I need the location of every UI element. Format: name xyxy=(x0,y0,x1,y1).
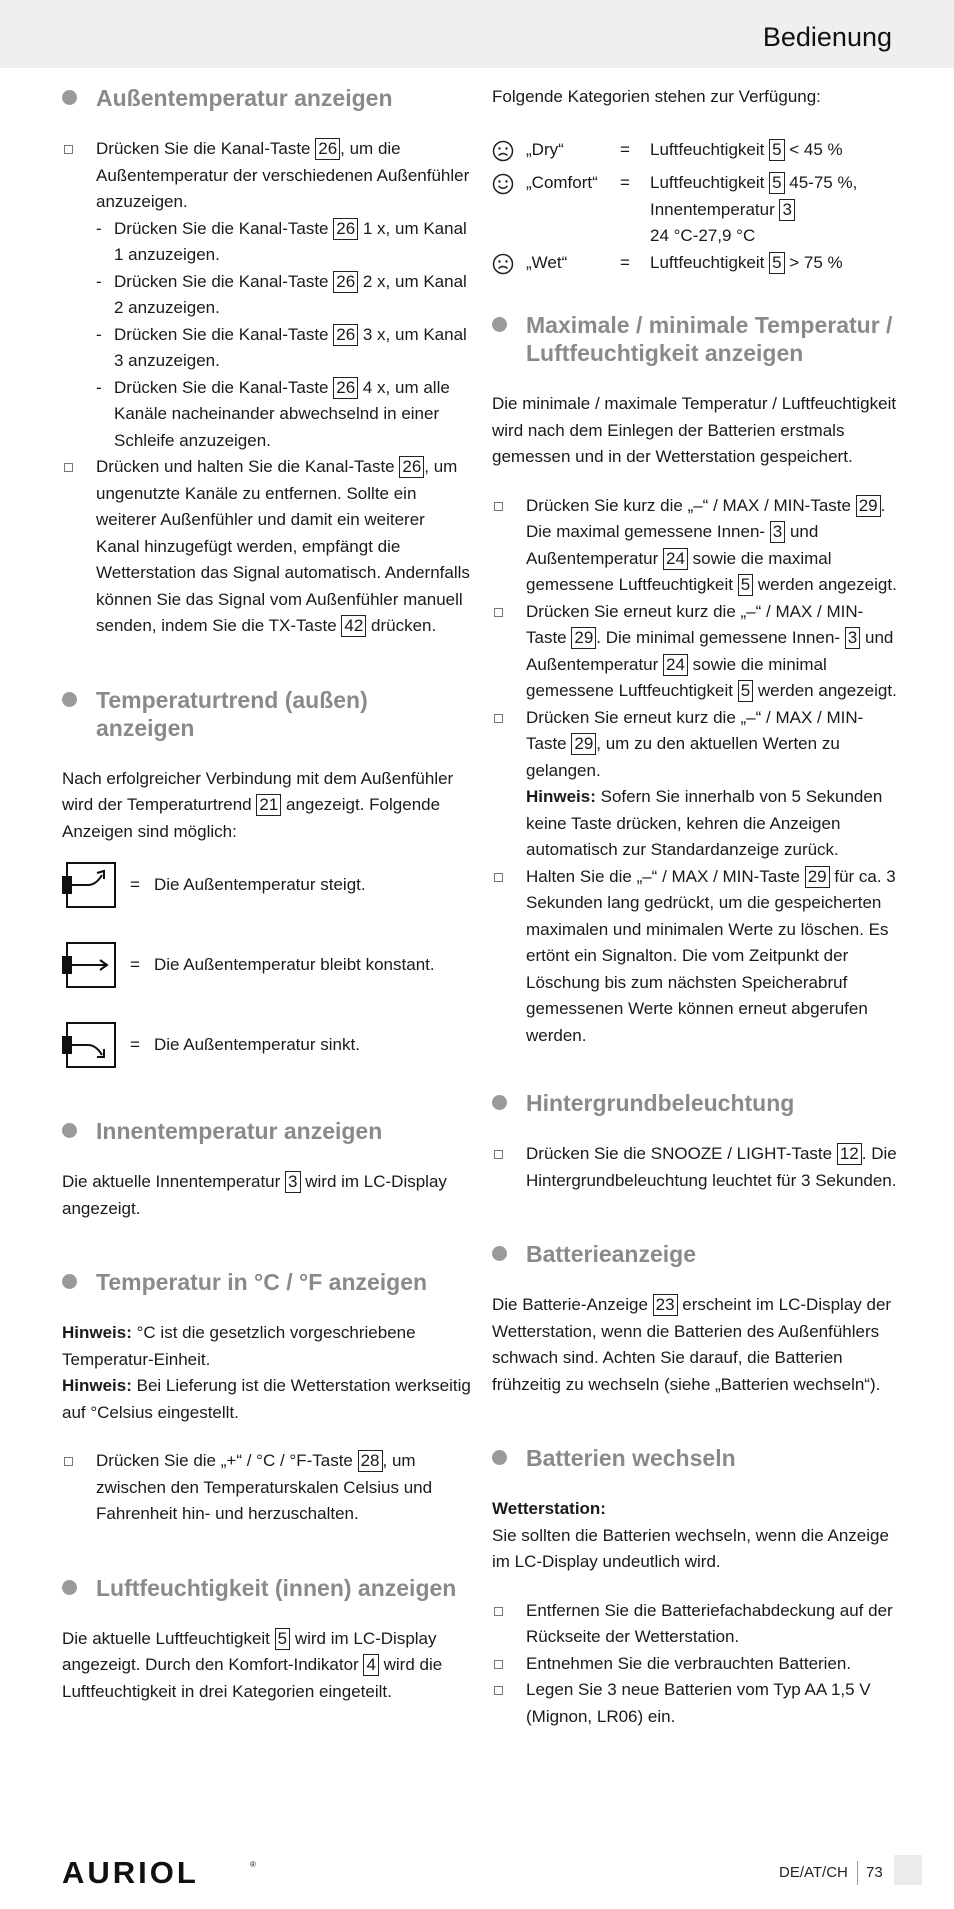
list-item: Drücken Sie die Kanal-Taste 26 , um die Außentemperatur der verschiedenen Außenfühler anzuzeigen. - Drücken Sie die Kanal-Taste 26 1 x, um Kanal 1 anzuzeigen. - Drücken Sie die Kanal-Taste 26 2 x, um Kanal 2 anzuzeigen. - Drücken Sie die Kanal-Taste 26 3 x, um Kanal 3 anzuzeigen. - Drücken Sie die Kanal-Taste 26 4 x, um alle Kanäle nacheinander abwechselnd in einer Schleife anzuzeigen. xyxy=(62,136,472,454)
ref-number: 42 xyxy=(341,615,366,637)
list-item: Halten Sie die „–“ / MAX / MIN-Taste 29 für ca. 3 Sekunden lang gedrückt, um die gespeicherten maximalen und minimalen Werte zu löschen. Es ertönt ein Signalton. Die vom Zeitpunkt der Löschung bis zum nächsten Speicherabruf gemessenen Werte können erneut abgerufen werden. xyxy=(492,864,897,1050)
ref-number: 29 xyxy=(856,495,881,517)
section-heading: Innentemperatur anzeigen xyxy=(62,1117,472,1145)
list-item: Drücken Sie die SNOOZE / LIGHT-Taste 12 . Die Hintergrundbeleuchtung leuchtet für 3 Sekunden. xyxy=(492,1141,897,1194)
bullet-dot-icon xyxy=(62,692,77,707)
header-bar xyxy=(0,0,954,68)
ref-number: 5 xyxy=(769,252,784,274)
ref-number: 28 xyxy=(358,1450,383,1472)
trend-row-constant: = Die Außentemperatur bleibt konstant. xyxy=(62,939,472,991)
ref-number: 5 xyxy=(738,680,753,702)
paragraph: Die Batterie-Anzeige 23 erscheint im LC-Display der Wetterstation, wenn die Batterien des Außenfühlers schwach sind. Achten Sie darauf, die Batterien frühzeitig zu wechseln (siehe „Batterien wechseln“). xyxy=(492,1295,892,1394)
trend-row-rising: = Die Außentemperatur steigt. xyxy=(62,859,472,911)
section-temperature-trend xyxy=(62,686,472,1072)
bullet-dot-icon xyxy=(62,1123,77,1138)
ref-number: 29 xyxy=(571,627,596,649)
list-item: - Drücken Sie die Kanal-Taste 26 4 x, um alle Kanäle nacheinander abwechselnd in einer Schleife anzuzeigen. xyxy=(96,375,472,455)
ref-number: 26 xyxy=(333,271,358,293)
instruction-list xyxy=(492,1598,897,1731)
section-heading: Hintergrundbeleuchtung xyxy=(492,1089,897,1117)
comfort-categories xyxy=(492,137,897,284)
ref-number: 21 xyxy=(256,794,281,816)
left-column xyxy=(62,84,472,1751)
sub-list xyxy=(96,216,472,455)
categories-intro: Folgende Kategorien stehen zur Verfügung: xyxy=(492,87,821,106)
checkbox-square-icon xyxy=(494,502,503,511)
ref-number: 26 xyxy=(333,377,358,399)
ref-number: 26 xyxy=(315,138,340,160)
section-heading: Temperatur in °C / °F anzeigen xyxy=(62,1268,472,1296)
section-heading: Maximale / minimale Temperatur / Luftfeuchtigkeit anzeigen xyxy=(492,311,897,367)
page-title: Bedienung xyxy=(762,22,892,52)
list-item: Entfernen Sie die Batteriefachabdeckung auf der Rückseite der Wetterstation. xyxy=(492,1598,897,1651)
checkbox-square-icon xyxy=(494,873,503,882)
ref-number: 5 xyxy=(769,139,784,161)
section-min-max xyxy=(492,311,897,1049)
ref-number: 26 xyxy=(333,218,358,240)
bullet-dot-icon xyxy=(492,1246,507,1261)
ref-number: 24 xyxy=(663,548,688,570)
ref-number: 26 xyxy=(399,456,424,478)
ref-number: 24 xyxy=(663,654,688,676)
checkbox-square-icon xyxy=(64,1457,73,1466)
list-item: Drücken Sie die „+“ / °C / °F-Taste 28 , um zwischen den Temperaturskalen Celsius und Fahrenheit hin- und herzuschalten. xyxy=(62,1448,472,1528)
checkbox-square-icon xyxy=(494,1660,503,1669)
checkbox-square-icon xyxy=(494,1686,503,1695)
paragraph: Die minimale / maximale Temperatur / Luftfeuchtigkeit wird nach dem Einlegen der Batterien erstmals gemessen und in der Wetterstation gespeichert. xyxy=(492,394,897,466)
bullet-dot-icon xyxy=(62,1580,77,1595)
ref-number: 5 xyxy=(738,574,753,596)
paragraph: Nach erfolgreicher Verbindung mit dem Außenfühler wird der Temperaturtrend 21 angezeigt. Folgende Anzeigen sind möglich: xyxy=(62,768,454,841)
list-item: Drücken und halten Sie die Kanal-Taste 26 , um ungenutzte Kanäle zu entfernen. Sollte ein weiterer Außenfühler und damit ein weiterer Kanal hinzugefügt werden, empfängt die Wetterstation das Signal automatisch. Andernfalls können Sie das Signal vom Außenfühler manuell senden, indem Sie die TX-Taste 42 drücken. xyxy=(62,454,472,640)
country-codes: DE/AT/CH xyxy=(779,1864,848,1881)
smile-face-icon xyxy=(492,173,514,195)
frown-face-icon xyxy=(492,140,514,162)
bullet-dot-icon xyxy=(492,317,507,332)
ref-number: 3 xyxy=(845,627,860,649)
ref-number: 29 xyxy=(805,866,830,888)
paragraph: Die aktuelle Innentemperatur 3 wird im LC-Display angezeigt. xyxy=(62,1172,447,1218)
checkbox-square-icon xyxy=(64,463,73,472)
section-heading: Außentemperatur anzeigen xyxy=(62,84,472,112)
checkbox-square-icon xyxy=(494,608,503,617)
trend-rising-icon xyxy=(62,861,118,909)
ref-number: 23 xyxy=(653,1294,678,1316)
list-item: Drücken Sie kurz die „–“ / MAX / MIN-Taste 29 . Die maximal gemessene Innen- 3 und Außentemperatur 24 sowie die maximal gemessene Luftfeuchtigkeit 5 werden angezeigt. xyxy=(492,493,897,599)
svg-text:AURIOL: AURIOL xyxy=(62,1855,199,1889)
section-outdoor-temperature xyxy=(62,84,472,640)
ref-number: 26 xyxy=(333,324,358,346)
bullet-dot-icon xyxy=(62,90,77,105)
ref-number: 3 xyxy=(779,199,794,221)
list-item: - Drücken Sie die Kanal-Taste 26 1 x, um Kanal 1 anzuzeigen. xyxy=(96,216,472,269)
ref-number: 29 xyxy=(571,733,596,755)
list-item: Legen Sie 3 neue Batterien vom Typ AA 1,5 V (Mignon, LR06) ein. xyxy=(492,1677,897,1730)
ref-number: 3 xyxy=(770,521,785,543)
checkbox-square-icon xyxy=(494,1607,503,1616)
list-item: Drücken Sie erneut kurz die „–“ / MAX / MIN-Taste 29 , um zu den aktuellen Werten zu gelangen. Hinweis: Sofern Sie innerhalb von 5 Sekunden keine Taste drücken, kehren die Anzeigen automatisch zur Standardanzeige zurück. xyxy=(492,705,897,864)
list-item: Entnehmen Sie die verbrauchten Batterien. xyxy=(492,1651,897,1678)
ref-number: 12 xyxy=(837,1143,862,1165)
section-backlight xyxy=(492,1089,897,1194)
category-row-dry: „Dry“ = Luftfeuchtigkeit 5 < 45 % xyxy=(492,137,897,171)
ref-number: 4 xyxy=(363,1654,378,1676)
section-battery-indicator xyxy=(492,1240,897,1398)
category-row-comfort: „Comfort“ = Luftfeuchtigkeit 5 45-75 %, Innentemperatur 3 24 °C-27,9 °C xyxy=(492,170,897,250)
section-temperature-unit xyxy=(62,1268,472,1528)
paragraph: Wetterstation: Sie sollten die Batterien wechseln, wenn die Anzeige im LC-Display undeutlich wird. xyxy=(492,1499,889,1571)
svg-text:®: ® xyxy=(250,1860,256,1869)
bullet-dot-icon xyxy=(492,1450,507,1465)
list-item: Drücken Sie erneut kurz die „–“ / MAX / MIN-Taste 29 . Die minimal gemessene Innen- 3 und Außentemperatur 24 sowie die minimal gemessene Luftfeuchtigkeit 5 werden angezeigt. xyxy=(492,599,897,705)
list-item: - Drücken Sie die Kanal-Taste 26 3 x, um Kanal 3 anzuzeigen. xyxy=(96,322,472,375)
instruction-list xyxy=(62,136,472,640)
page-tab-marker xyxy=(894,1855,922,1885)
auriol-logo xyxy=(62,1855,262,1889)
checkbox-square-icon xyxy=(494,714,503,723)
section-humidity xyxy=(62,1574,472,1706)
section-heading: Luftfeuchtigkeit (innen) anzeigen xyxy=(62,1574,472,1602)
footer-divider xyxy=(857,1861,858,1885)
ref-number: 5 xyxy=(275,1628,290,1650)
trend-falling-icon xyxy=(62,1021,118,1069)
instruction-list xyxy=(492,1141,897,1194)
ref-number: 3 xyxy=(285,1171,300,1193)
note-paragraph: Hinweis: Bei Lieferung ist die Wetterstation werkseitig auf °Celsius eingestellt. xyxy=(62,1376,471,1422)
instruction-list xyxy=(62,1448,472,1528)
trend-row-falling: = Die Außentemperatur sinkt. xyxy=(62,1019,472,1071)
section-heading: Batterien wechseln xyxy=(492,1444,897,1472)
bullet-dot-icon xyxy=(62,1274,77,1289)
checkbox-square-icon xyxy=(64,145,73,154)
frown-face-icon xyxy=(492,253,514,275)
right-column xyxy=(492,84,897,1776)
ref-number: 5 xyxy=(769,172,784,194)
note-paragraph: Hinweis: °C ist die gesetzlich vorgeschriebene Temperatur-Einheit. xyxy=(62,1323,416,1369)
instruction-list xyxy=(492,493,897,1050)
section-change-batteries xyxy=(492,1444,897,1730)
category-row-wet: „Wet“ = Luftfeuchtigkeit 5 > 75 % xyxy=(492,250,897,284)
list-item: - Drücken Sie die Kanal-Taste 26 2 x, um Kanal 2 anzuzeigen. xyxy=(96,269,472,322)
trend-constant-icon xyxy=(62,941,118,989)
section-indoor-temperature xyxy=(62,1117,472,1222)
section-heading: Temperaturtrend (außen) anzeigen xyxy=(62,686,472,742)
paragraph: Die aktuelle Luftfeuchtigkeit 5 wird im LC-Display angezeigt. Durch den Komfort-Indikator 4 wird die Luftfeuchtigkeit in drei Kategorien eingeteilt. xyxy=(62,1628,443,1701)
section-heading: Batterieanzeige xyxy=(492,1240,897,1268)
page-number: 73 xyxy=(866,1864,883,1881)
checkbox-square-icon xyxy=(494,1150,503,1159)
bullet-dot-icon xyxy=(492,1095,507,1110)
